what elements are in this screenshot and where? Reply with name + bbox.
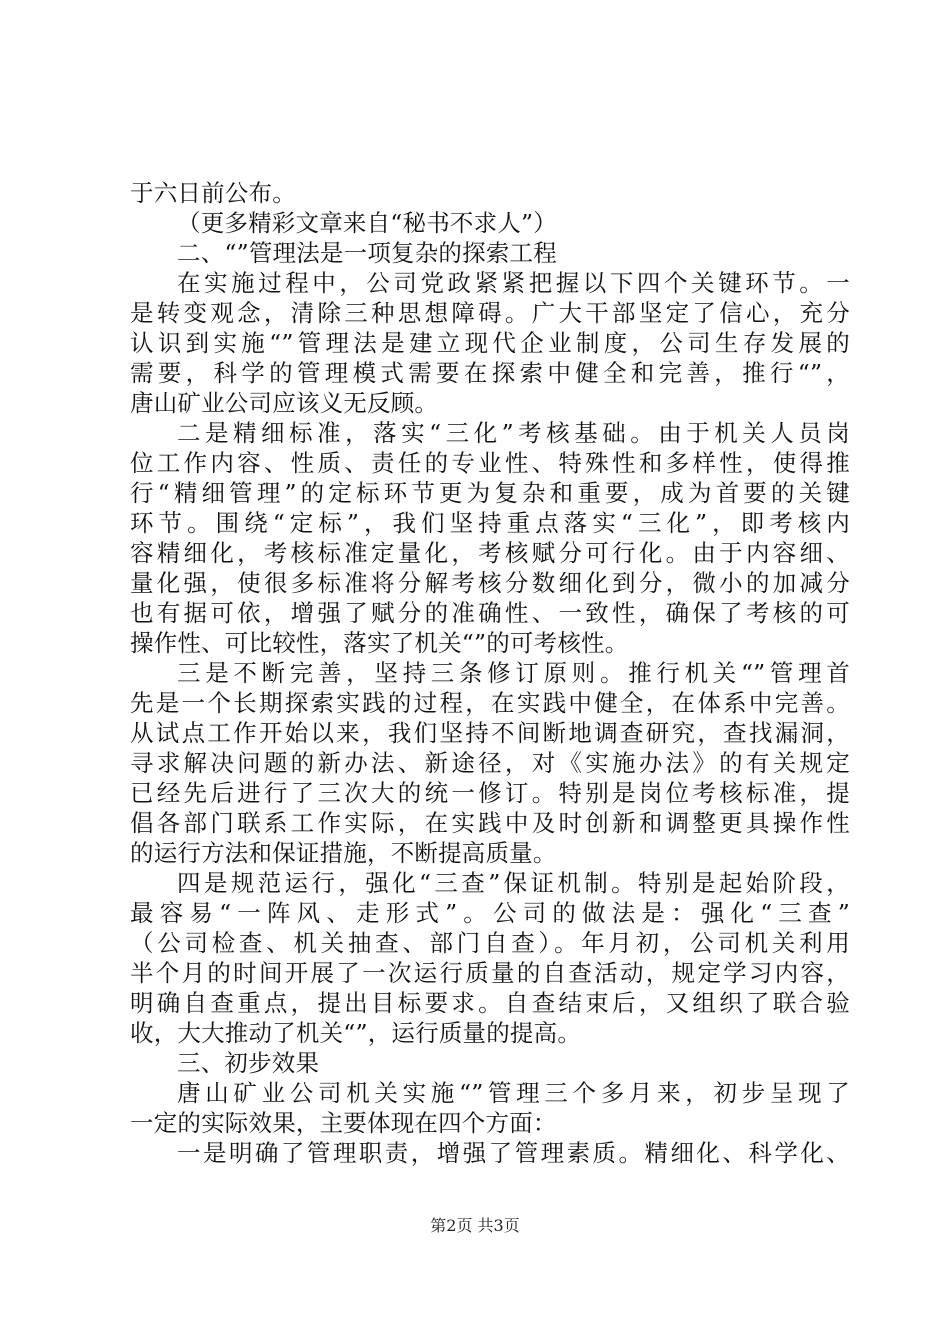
text-line: 寻求解决问题的新办法、新途径，对《实施办法》的有关规定 bbox=[130, 749, 850, 777]
text-line: 唐山矿业公司应该义无反顾。 bbox=[130, 389, 439, 417]
text-line: 量化强，使很多标准将分解考核分数细化到分，微小的加减分 bbox=[130, 569, 850, 597]
text-line: 位工作内容、性质、责任的专业性、特殊性和多样性，使得推 bbox=[130, 449, 850, 477]
text-line: 唐山矿业公司机关实施“”管理三个多月来，初步呈现了 bbox=[177, 1079, 850, 1107]
page-footer: 第2页 共3页 bbox=[430, 1216, 520, 1235]
text-line: 收，大大推动了机关“”，运行质量的提高。 bbox=[130, 1019, 582, 1047]
text-line: 的运行方法和保证措施，不断提高质量。 bbox=[130, 839, 557, 867]
text-line: 一是明确了管理职责，增强了管理素质。精细化、科学化、 bbox=[177, 1139, 850, 1167]
text-line: 四是规范运行，强化“三查”保证机制。特别是起始阶段， bbox=[177, 869, 850, 897]
text-line: 操作性、可比较性，落实了机关“”的可考核性。 bbox=[130, 629, 629, 657]
document-body bbox=[130, 178, 850, 1168]
text-line: 明确自查重点，提出目标要求。自查结束后，又组织了联合验 bbox=[130, 989, 850, 1017]
text-line: （公司检查、机关抽查、部门自查）。年月初，公司机关利用 bbox=[130, 929, 850, 957]
text-line: 倡各部门联系工作实际，在实践中及时创新和调整更具操作性 bbox=[130, 809, 850, 837]
text-line: 也有据可依，增强了赋分的准确性、一致性，确保了考核的可 bbox=[130, 599, 850, 627]
text-line: 容精细化，考核标准定量化，考核赋分可行化。由于内容细、 bbox=[130, 539, 850, 567]
text-line: 从试点工作开始以来，我们坚持不间断地调查研究，查找漏洞， bbox=[130, 719, 850, 747]
text-line: 二是精细标准，落实“三化”考核基础。由于机关人员岗 bbox=[177, 419, 850, 447]
text-line: 在实施过程中，公司党政紧紧把握以下四个关键环节。一 bbox=[177, 269, 850, 297]
text-line: 是转变观念，清除三种思想障碍。广大干部坚定了信心，充分 bbox=[130, 299, 850, 327]
text-line: 半个月的时间开展了一次运行质量的自查活动，规定学习内容， bbox=[130, 959, 850, 987]
text-line: 三是不断完善，坚持三条修订原则。推行机关“”管理首 bbox=[177, 659, 850, 687]
text-line: 最容易“一阵风、走形式”。公司的做法是：强化“三查” bbox=[130, 899, 850, 927]
text-line: 于六日前公布。 bbox=[130, 179, 296, 207]
text-line: 一定的实际效果，主要体现在四个方面： bbox=[130, 1109, 557, 1137]
text-line: 需要，科学的管理模式需要在探索中健全和完善，推行“”， bbox=[130, 359, 850, 387]
text-line: 先是一个长期探索实践的过程，在实践中健全，在体系中完善。 bbox=[130, 689, 850, 717]
text-line: 环节。围绕“定标”，我们坚持重点落实“三化”，即考核内 bbox=[130, 509, 850, 537]
text-line: 行“精细管理”的定标环节更为复杂和重要，成为首要的关键 bbox=[130, 479, 850, 507]
text-line: 三、初步效果 bbox=[177, 1049, 320, 1077]
text-line: 二、“”管理法是一项复杂的探索工程 bbox=[177, 239, 557, 267]
text-line: 已经先后进行了三次大的统一修订。特别是岗位考核标准，提 bbox=[130, 779, 850, 807]
text-line: （更多精彩文章来自“秘书不求人”） bbox=[177, 209, 557, 237]
text-line: 认识到实施“”管理法是建立现代企业制度，公司生存发展的 bbox=[130, 329, 850, 357]
